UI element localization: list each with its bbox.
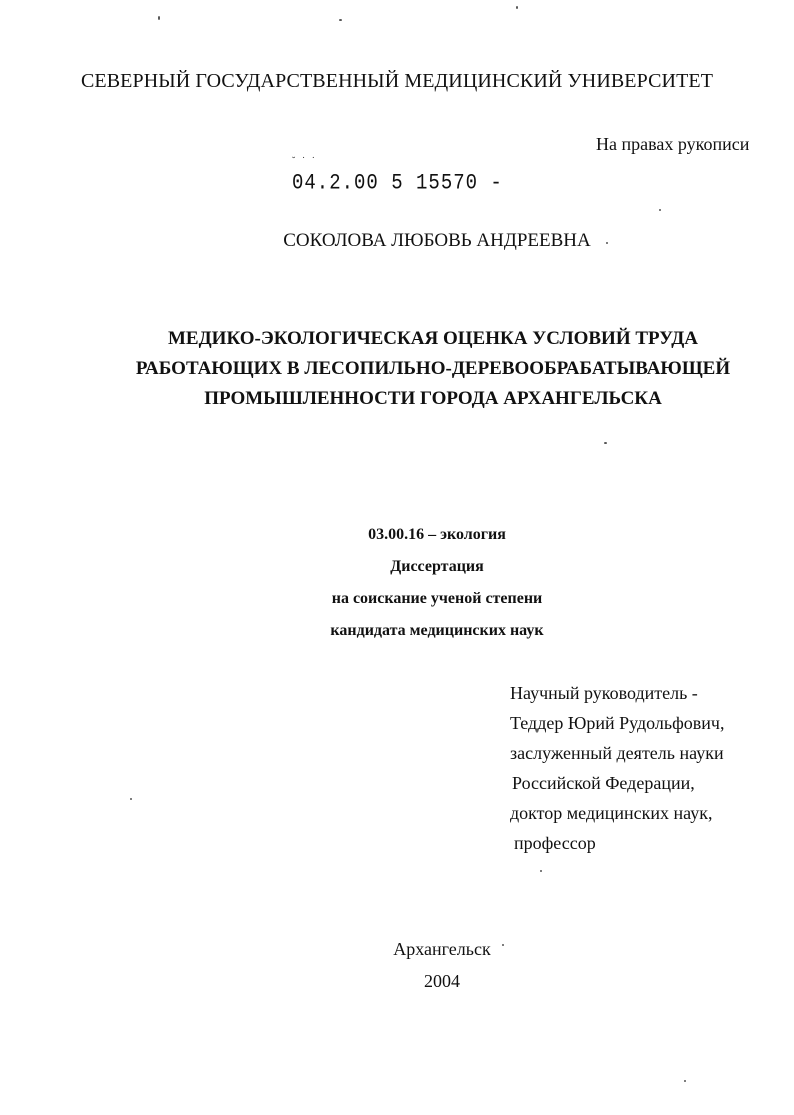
advisor-rank: профессор — [514, 833, 596, 853]
title-line-3: ПРОМЫШЛЕННОСТИ ГОРОДА АРХАНГЕЛЬСКА — [204, 388, 662, 409]
specialty-block — [0, 519, 794, 647]
advisor-title-1: заслуженный деятель науки — [510, 743, 724, 763]
scan-speck — [158, 16, 160, 20]
manuscript-rights-note: На правах рукописи — [596, 134, 750, 154]
year: 2004 — [424, 971, 460, 991]
author-name: СОКОЛОВА ЛЮБОВЬ АНДРЕЕВНА — [283, 230, 591, 251]
title-line-2: РАБОТАЮЩИХ В ЛЕСОПИЛЬНО-ДЕРЕВООБРАБАТЫВАЮЩЕЙ — [135, 358, 731, 379]
scan-speck — [684, 1080, 686, 1082]
scan-speck — [540, 870, 542, 872]
scan-speck — [516, 6, 518, 9]
work-type: Диссертация — [390, 558, 484, 575]
advisor-degree: доктор медицинских наук, — [510, 803, 713, 823]
advisor-title-2: Российской Федерации, — [512, 773, 695, 793]
scan-speck — [339, 19, 342, 21]
university-name: СЕВЕРНЫЙ ГОСУДАРСТВЕННЫЙ МЕДИЦИНСКИЙ УНИВЕРСИТЕТ — [80, 70, 714, 92]
registration-stamp: 04.2.00 5 15570 - — [292, 170, 503, 196]
title-line-1: МЕДИКО-ЭКОЛОГИЧЕСКАЯ ОЦЕНКА УСЛОВИЙ ТРУДА — [168, 328, 698, 349]
degree-name: кандидата медицинских наук — [330, 622, 544, 639]
stamp-marks: ˘ ˙ ˙ — [292, 156, 317, 167]
advisor-role: Научный руководитель - — [510, 683, 698, 703]
degree-purpose: на соискание ученой степени — [331, 590, 543, 607]
scan-speck — [604, 442, 607, 444]
scan-speck — [659, 209, 661, 211]
specialty-code: 03.00.16 – экология — [368, 526, 506, 543]
city: Архангельск — [393, 939, 491, 959]
scan-speck — [502, 944, 504, 946]
dissertation-title — [120, 324, 746, 414]
scan-speck — [130, 798, 132, 800]
advisor-block — [510, 678, 724, 858]
scan-speck — [606, 242, 608, 244]
advisor-name: Теддер Юрий Рудольфович, — [510, 713, 725, 733]
